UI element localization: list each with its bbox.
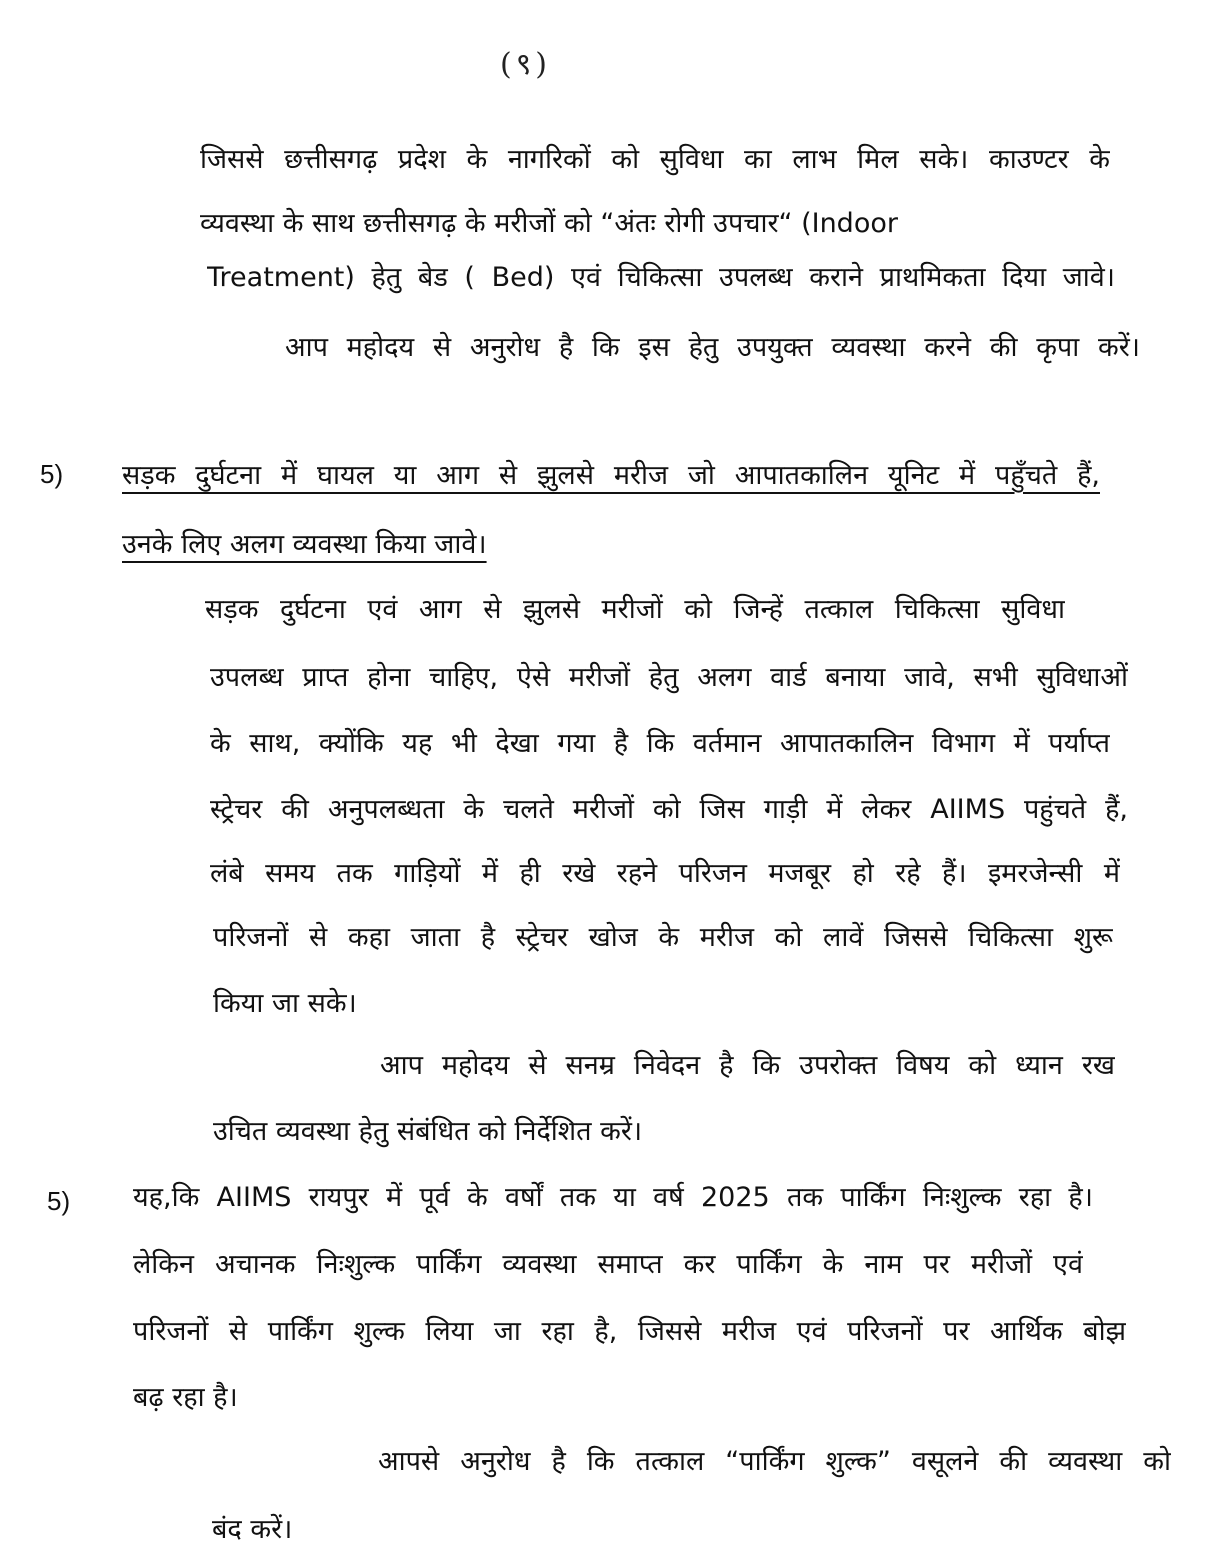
item-accident-body-line-7: किया जा सके।	[213, 988, 357, 1019]
item-accident-request-line-1: आप महोदय से सनम्र निवेदन है कि उपरोक्त विषय को ध्यान रख	[380, 1050, 1115, 1081]
item-parking-body-line-2: लेकिन अचानक निःशुल्क पार्किंग व्यवस्था समाप्त कर पार्किंग के नाम पर मरीजों एवं	[133, 1249, 1083, 1280]
item-accident-body-line-5: लंबे समय तक गाड़ियों में ही रखे रहने परिजन मजबूर हो रहे हैं। इमरजेन्सी में	[210, 858, 1120, 889]
item-parking-number: 5)	[47, 1186, 71, 1216]
item-accident-body-line-3: के साथ, क्योंकि यह भी देखा गया है कि वर्तमान आपातकालिन विभाग में पर्याप्त	[210, 728, 1110, 759]
item-parking-body-line-3: परिजनों से पार्किंग शुल्क लिया जा रहा है, जिससे मरीज एवं परिजनों पर आर्थिक बोझ	[133, 1316, 1126, 1347]
item-accident-body-line-2: उपलब्ध प्राप्त होना चाहिए, ऐसे मरीजों हेतु अलग वार्ड बनाया जावे, सभी सुविधाओं	[210, 662, 1128, 693]
intro-line-3: Treatment) हेतु बेड ( Bed) एवं चिकित्सा उपलब्ध कराने प्राथमिकता दिया जावे।	[207, 262, 1115, 293]
item-accident-request-line-2: उचित व्यवस्था हेतु संबंधित को निर्देशित करें।	[213, 1116, 643, 1147]
item-parking-request-line-2: बंद करें।	[212, 1514, 293, 1545]
intro-line-2: व्यवस्था के साथ छत्तीसगढ़ के मरीजों को “अंतः रोगी उपचार“ (Indoor	[200, 208, 898, 239]
item-accident-heading-line-1: सड़क दुर्घटना में घायल या आग से झुलसे मरीज जो आपातकालिन यूनिट में पहुँचते हैं,	[122, 460, 1100, 491]
item-accident-number: 5)	[40, 459, 64, 489]
intro-line-4: आप महोदय से अनुरोध है कि इस हेतु उपयुक्त व्यवस्था करने की कृपा करें।	[285, 332, 1140, 363]
item-parking-request-line-1: आपसे अनुरोध है कि तत्काल “पार्किंग शुल्क” वसूलने की व्यवस्था को	[378, 1446, 1171, 1477]
item-parking-body-line-1: यह,कि AIIMS रायपुर में पूर्व के वर्षों तक या वर्ष 2025 तक पार्किंग निःशुल्क रहा है।	[133, 1182, 1093, 1213]
item-accident-body-line-1: सड़क दुर्घटना एवं आग से झुलसे मरीजों को जिन्हें तत्काल चिकित्सा सुविधा	[205, 594, 1065, 625]
item-accident-body-line-6: परिजनों से कहा जाता है स्ट्रेचर खोज के मरीज को लावें जिससे चिकित्सा शुरू	[213, 922, 1113, 953]
item-parking-body-line-4: बढ़ रहा है।	[133, 1382, 238, 1413]
page-number: (९)	[500, 47, 552, 82]
item-accident-body-line-4: स्ट्रेचर की अनुपलब्धता के चलते मरीजों को जिस गाड़ी में लेकर AIIMS पहुंचते हैं,	[210, 794, 1128, 825]
intro-line-1: जिससे छत्तीसगढ़ प्रदेश के नागरिकों को सुविधा का लाभ मिल सके। काउण्टर के	[200, 144, 1110, 175]
item-accident-heading-line-2: उनके लिए अलग व्यवस्था किया जावे।	[122, 529, 487, 560]
